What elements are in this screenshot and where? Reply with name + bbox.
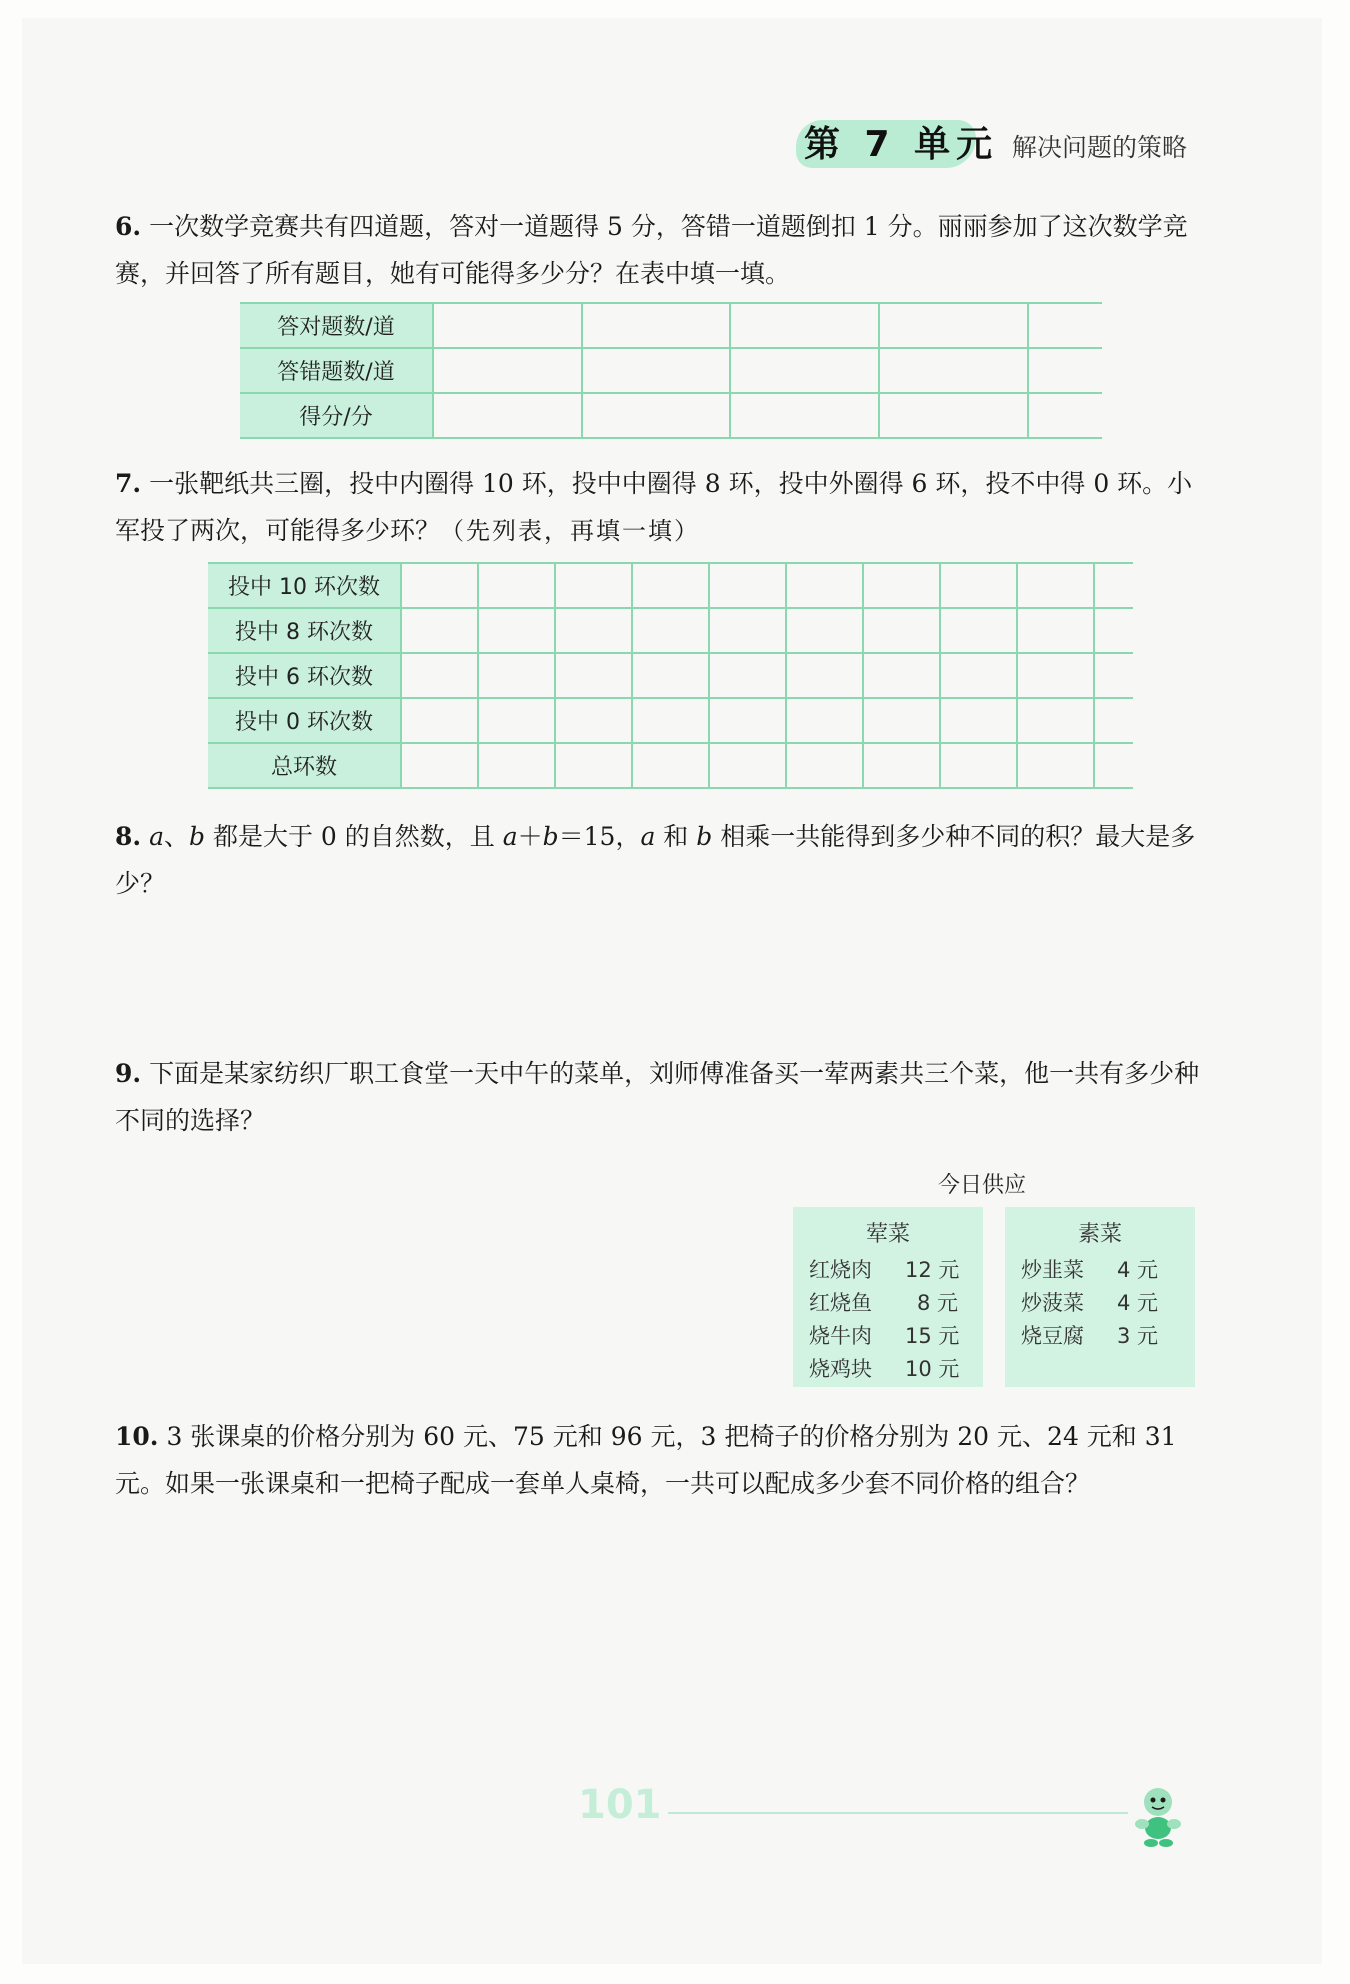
dish-price: 15 元 xyxy=(905,1323,960,1348)
answer-cell[interactable] xyxy=(401,653,478,698)
answer-cell[interactable] xyxy=(940,698,1017,743)
list-item xyxy=(793,1318,983,1351)
answer-cell[interactable] xyxy=(1017,698,1094,743)
table-row xyxy=(208,698,1133,743)
answer-cell[interactable] xyxy=(1094,653,1133,698)
answer-cell[interactable] xyxy=(786,608,863,653)
answer-cell[interactable] xyxy=(401,698,478,743)
row-header: 投中 0 环次数 xyxy=(208,698,401,743)
veg-heading: 素菜 xyxy=(1077,1222,1122,1247)
answer-cell[interactable] xyxy=(730,303,879,348)
table-row xyxy=(208,608,1133,653)
answer-cell[interactable] xyxy=(940,563,1017,608)
row-header: 答对题数/道 xyxy=(240,303,433,348)
question-number: 6. xyxy=(115,212,142,241)
row-header: 投中 8 环次数 xyxy=(208,608,401,653)
answer-cell[interactable] xyxy=(1028,348,1102,393)
menu-title: 今日供应 xyxy=(938,1173,1027,1198)
table-row xyxy=(208,653,1133,698)
answer-cell[interactable] xyxy=(1017,743,1094,788)
separator: 、 xyxy=(163,822,189,851)
answer-cell[interactable] xyxy=(863,608,940,653)
question-number: 9. xyxy=(115,1059,142,1088)
dish-price: 10 元 xyxy=(905,1356,960,1381)
answer-cell[interactable] xyxy=(1094,698,1133,743)
answer-cell[interactable] xyxy=(709,743,786,788)
answer-cell[interactable] xyxy=(709,608,786,653)
answer-cell[interactable] xyxy=(478,608,555,653)
answer-cell[interactable] xyxy=(401,563,478,608)
meat-dishes-box xyxy=(793,1207,983,1387)
dish-price: 12 元 xyxy=(905,1257,960,1282)
answer-cell[interactable] xyxy=(433,303,582,348)
dish-name: 烧豆腐 xyxy=(1021,1323,1084,1348)
row-header: 答错题数/道 xyxy=(240,348,433,393)
unit-title: 第 7 单元 xyxy=(804,124,999,165)
variable-b: b xyxy=(188,822,205,851)
answer-cell[interactable] xyxy=(786,698,863,743)
question-hint: （先列表，再填一填） xyxy=(440,517,701,545)
dish-price: 4 元 xyxy=(1117,1290,1159,1315)
table-row xyxy=(208,743,1133,788)
list-item xyxy=(793,1351,983,1384)
answer-cell[interactable] xyxy=(582,393,731,438)
table-row xyxy=(240,303,1102,348)
answer-cell[interactable] xyxy=(879,348,1028,393)
question-10 xyxy=(115,1413,1200,1507)
answer-cell[interactable] xyxy=(401,743,478,788)
answer-cell[interactable] xyxy=(863,563,940,608)
equation-rest: ＝15， xyxy=(558,822,641,851)
answer-cell[interactable] xyxy=(478,698,555,743)
table-row xyxy=(240,393,1102,438)
answer-cell[interactable] xyxy=(1017,608,1094,653)
footer-rule xyxy=(668,1812,1128,1814)
answer-cell[interactable] xyxy=(1017,653,1094,698)
question-number: 7. xyxy=(115,469,142,498)
dish-name: 烧牛肉 xyxy=(809,1323,872,1348)
question-text: 下面是某家纺织厂职工食堂一天中午的菜单，刘师傅准备买一荤两素共三个菜，他一共有多少种不同的选择？ xyxy=(115,1059,1200,1135)
answer-cell[interactable] xyxy=(433,393,582,438)
dish-name: 红烧肉 xyxy=(809,1257,872,1282)
row-header: 得分/分 xyxy=(240,393,433,438)
answer-cell[interactable] xyxy=(940,608,1017,653)
q6-answer-table xyxy=(240,302,1102,439)
unit-header xyxy=(790,112,1210,172)
answer-cell[interactable] xyxy=(863,743,940,788)
answer-cell[interactable] xyxy=(632,743,709,788)
dish-name: 炒菠菜 xyxy=(1021,1290,1084,1315)
answer-cell[interactable] xyxy=(632,653,709,698)
answer-cell[interactable] xyxy=(786,563,863,608)
question-7 xyxy=(115,460,1200,555)
answer-cell[interactable] xyxy=(879,303,1028,348)
variable-b: b xyxy=(696,822,713,851)
answer-cell[interactable] xyxy=(478,563,555,608)
answer-cell[interactable] xyxy=(555,743,632,788)
dish-name: 烧鸡块 xyxy=(809,1356,872,1381)
dish-name: 红烧鱼 xyxy=(809,1290,872,1315)
answer-cell[interactable] xyxy=(730,393,879,438)
answer-cell[interactable] xyxy=(786,743,863,788)
question-text: 3 张课桌的价格分别为 60 元、75 元和 96 元，3 把椅子的价格分别为 20 元、24 元和 31 元。如果一张课桌和一把椅子配成一套单人桌椅，一共可以配成多少套不同价格的组合？ xyxy=(115,1422,1177,1498)
answer-cell[interactable] xyxy=(709,653,786,698)
dish-price: 8 元 xyxy=(917,1290,959,1315)
answer-cell[interactable] xyxy=(709,563,786,608)
answer-cell[interactable] xyxy=(1094,563,1133,608)
answer-cell[interactable] xyxy=(582,303,731,348)
question-number: 10. xyxy=(115,1422,159,1451)
answer-cell[interactable] xyxy=(940,653,1017,698)
answer-cell[interactable] xyxy=(1094,608,1133,653)
veg-dishes-box xyxy=(1005,1207,1195,1387)
row-header: 总环数 xyxy=(208,743,401,788)
question-text: 都是大于 0 的自然数，且 xyxy=(205,822,503,851)
unit-subtitle: 解决问题的策略 xyxy=(1012,133,1188,162)
answer-cell[interactable] xyxy=(582,348,731,393)
answer-cell[interactable] xyxy=(555,608,632,653)
list-item xyxy=(793,1252,983,1285)
answer-cell[interactable] xyxy=(555,653,632,698)
list-item xyxy=(1005,1252,1195,1285)
answer-cell[interactable] xyxy=(632,698,709,743)
row-header: 投中 10 环次数 xyxy=(208,563,401,608)
question-text: 一张靶纸共三圈，投中内圈得 10 环，投中中圈得 8 环，投中外圈得 6 环，投不中得 0 环。小军投了两次，可能得多少环？ xyxy=(115,469,1193,545)
answer-cell[interactable] xyxy=(863,698,940,743)
answer-cell[interactable] xyxy=(478,653,555,698)
table-row xyxy=(208,563,1133,608)
answer-cell[interactable] xyxy=(786,653,863,698)
variable-a: a xyxy=(502,822,518,851)
answer-cell[interactable] xyxy=(433,348,582,393)
question-9 xyxy=(115,1050,1200,1144)
answer-cell[interactable] xyxy=(863,653,940,698)
answer-cell[interactable] xyxy=(1028,303,1102,348)
answer-cell[interactable] xyxy=(632,563,709,608)
answer-cell[interactable] xyxy=(730,348,879,393)
answer-cell[interactable] xyxy=(632,608,709,653)
question-number: 8. xyxy=(115,822,142,851)
question-text: 相乘一共能得到多少种不同的积？最大是多少？ xyxy=(115,822,1196,898)
meat-heading: 荤菜 xyxy=(865,1222,910,1247)
answer-cell[interactable] xyxy=(940,743,1017,788)
variable-a: a xyxy=(640,822,656,851)
page-number: 101 xyxy=(578,1782,662,1828)
dish-name: 炒韭菜 xyxy=(1021,1257,1084,1282)
question-text: 一次数学竞赛共有四道题，答对一道题得 5 分，答错一道题倒扣 1 分。丽丽参加了这次数学竞赛，并回答了所有题目，她有可能得多少分？在表中填一填。 xyxy=(115,212,1188,288)
answer-cell[interactable] xyxy=(1028,393,1102,438)
answer-cell[interactable] xyxy=(401,608,478,653)
answer-cell[interactable] xyxy=(879,393,1028,438)
row-header: 投中 6 环次数 xyxy=(208,653,401,698)
question-6 xyxy=(115,203,1200,297)
plus-sign: ＋ xyxy=(517,822,543,851)
question-8 xyxy=(115,813,1200,907)
list-item xyxy=(1005,1285,1195,1318)
answer-cell[interactable] xyxy=(555,698,632,743)
list-item xyxy=(1005,1318,1195,1351)
answer-cell[interactable] xyxy=(709,698,786,743)
answer-cell[interactable] xyxy=(1017,563,1094,608)
table-row xyxy=(240,348,1102,393)
answer-cell[interactable] xyxy=(555,563,632,608)
answer-cell[interactable] xyxy=(1094,743,1133,788)
question-text: 和 xyxy=(655,822,697,851)
list-item xyxy=(793,1285,983,1318)
dish-price: 3 元 xyxy=(1117,1323,1159,1348)
dish-price: 4 元 xyxy=(1117,1257,1159,1282)
mascot-icon xyxy=(1118,1780,1198,1850)
variable-a: a xyxy=(149,822,164,851)
answer-cell[interactable] xyxy=(478,743,555,788)
variable-b: b xyxy=(542,822,559,851)
q7-answer-table xyxy=(208,562,1133,789)
